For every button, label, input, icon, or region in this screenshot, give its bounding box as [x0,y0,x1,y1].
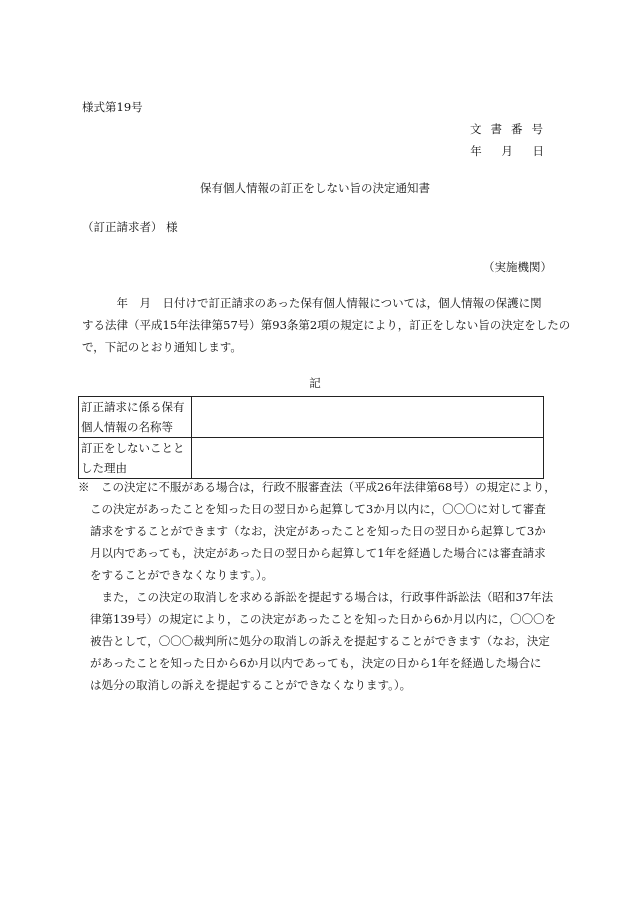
row-label-line: 訂正をしないことと [81,441,185,455]
ki-heading: 記 [309,376,321,390]
row-label-line: 個人情報の名称等 [81,420,173,434]
note-line: は処分の取消しの訴えを提起することができなくなります。）。 [90,678,412,692]
document-title: 保有個人情報の訂正をしない旨の決定通知書 [200,181,430,195]
note-line: があったことを知った日から6か月以内であっても，決定の日から1年を経過した場合に [90,656,542,670]
row-value [192,397,544,438]
table-row [79,438,544,479]
row-label-line: した理由 [81,461,127,475]
body-line: 年 月 日付けで訂正請求のあった保有個人情報については，個人情報の保護に関 [82,296,542,310]
table-row [79,397,544,438]
note-line: 請求をすることができます（なお，決定があったことを知った日の翌日から起算して3か [90,524,546,538]
note-line: ※ この決定に不服がある場合は，行政不服審査法（平成26年法律第68号）の規定により， [78,480,556,494]
body-line: する法律（平成15年法律第57号）第93条第2項の規定により，訂正をしない旨の決定をしたの [82,318,571,332]
form-number: 様式第19号 [82,100,143,114]
document-number-label: 文書番号 [470,122,552,136]
note-line: 律第139号）の規定により，この決定があったことを知った日から6か月以内に，〇〇〇を [90,612,557,626]
issuing-agency: （実施機関） [483,260,552,274]
row-label [79,438,192,479]
body-paragraph [82,292,571,358]
body-line: で，下記のとおり通知します。 [82,340,242,354]
note-line: をすることができなくなります。）。 [90,568,274,582]
note-line: 月以内であっても，決定があった日の翌日から起算して1年を経過した場合には審査請求 [90,546,546,560]
document-date-label: 年 月 日 [470,144,552,158]
addressee: （訂正請求者） 様 [82,220,178,234]
row-label-line: 訂正請求に係る保有 [81,400,185,414]
note-line: この決定があったことを知った日の翌日から起算して3か月以内に，〇〇〇に対して審査 [90,502,546,516]
row-value [192,438,544,479]
row-label [79,397,192,438]
note-line: また，この決定の取消しを求める訴訟を提起する場合は，行政事件訴訟法（昭和37年法 [90,590,554,604]
note-line: 被告として，〇〇〇裁判所に処分の取消しの訴えを提起することができます（なお，決定 [90,634,550,648]
notes-section [78,476,557,696]
info-table [78,396,544,479]
